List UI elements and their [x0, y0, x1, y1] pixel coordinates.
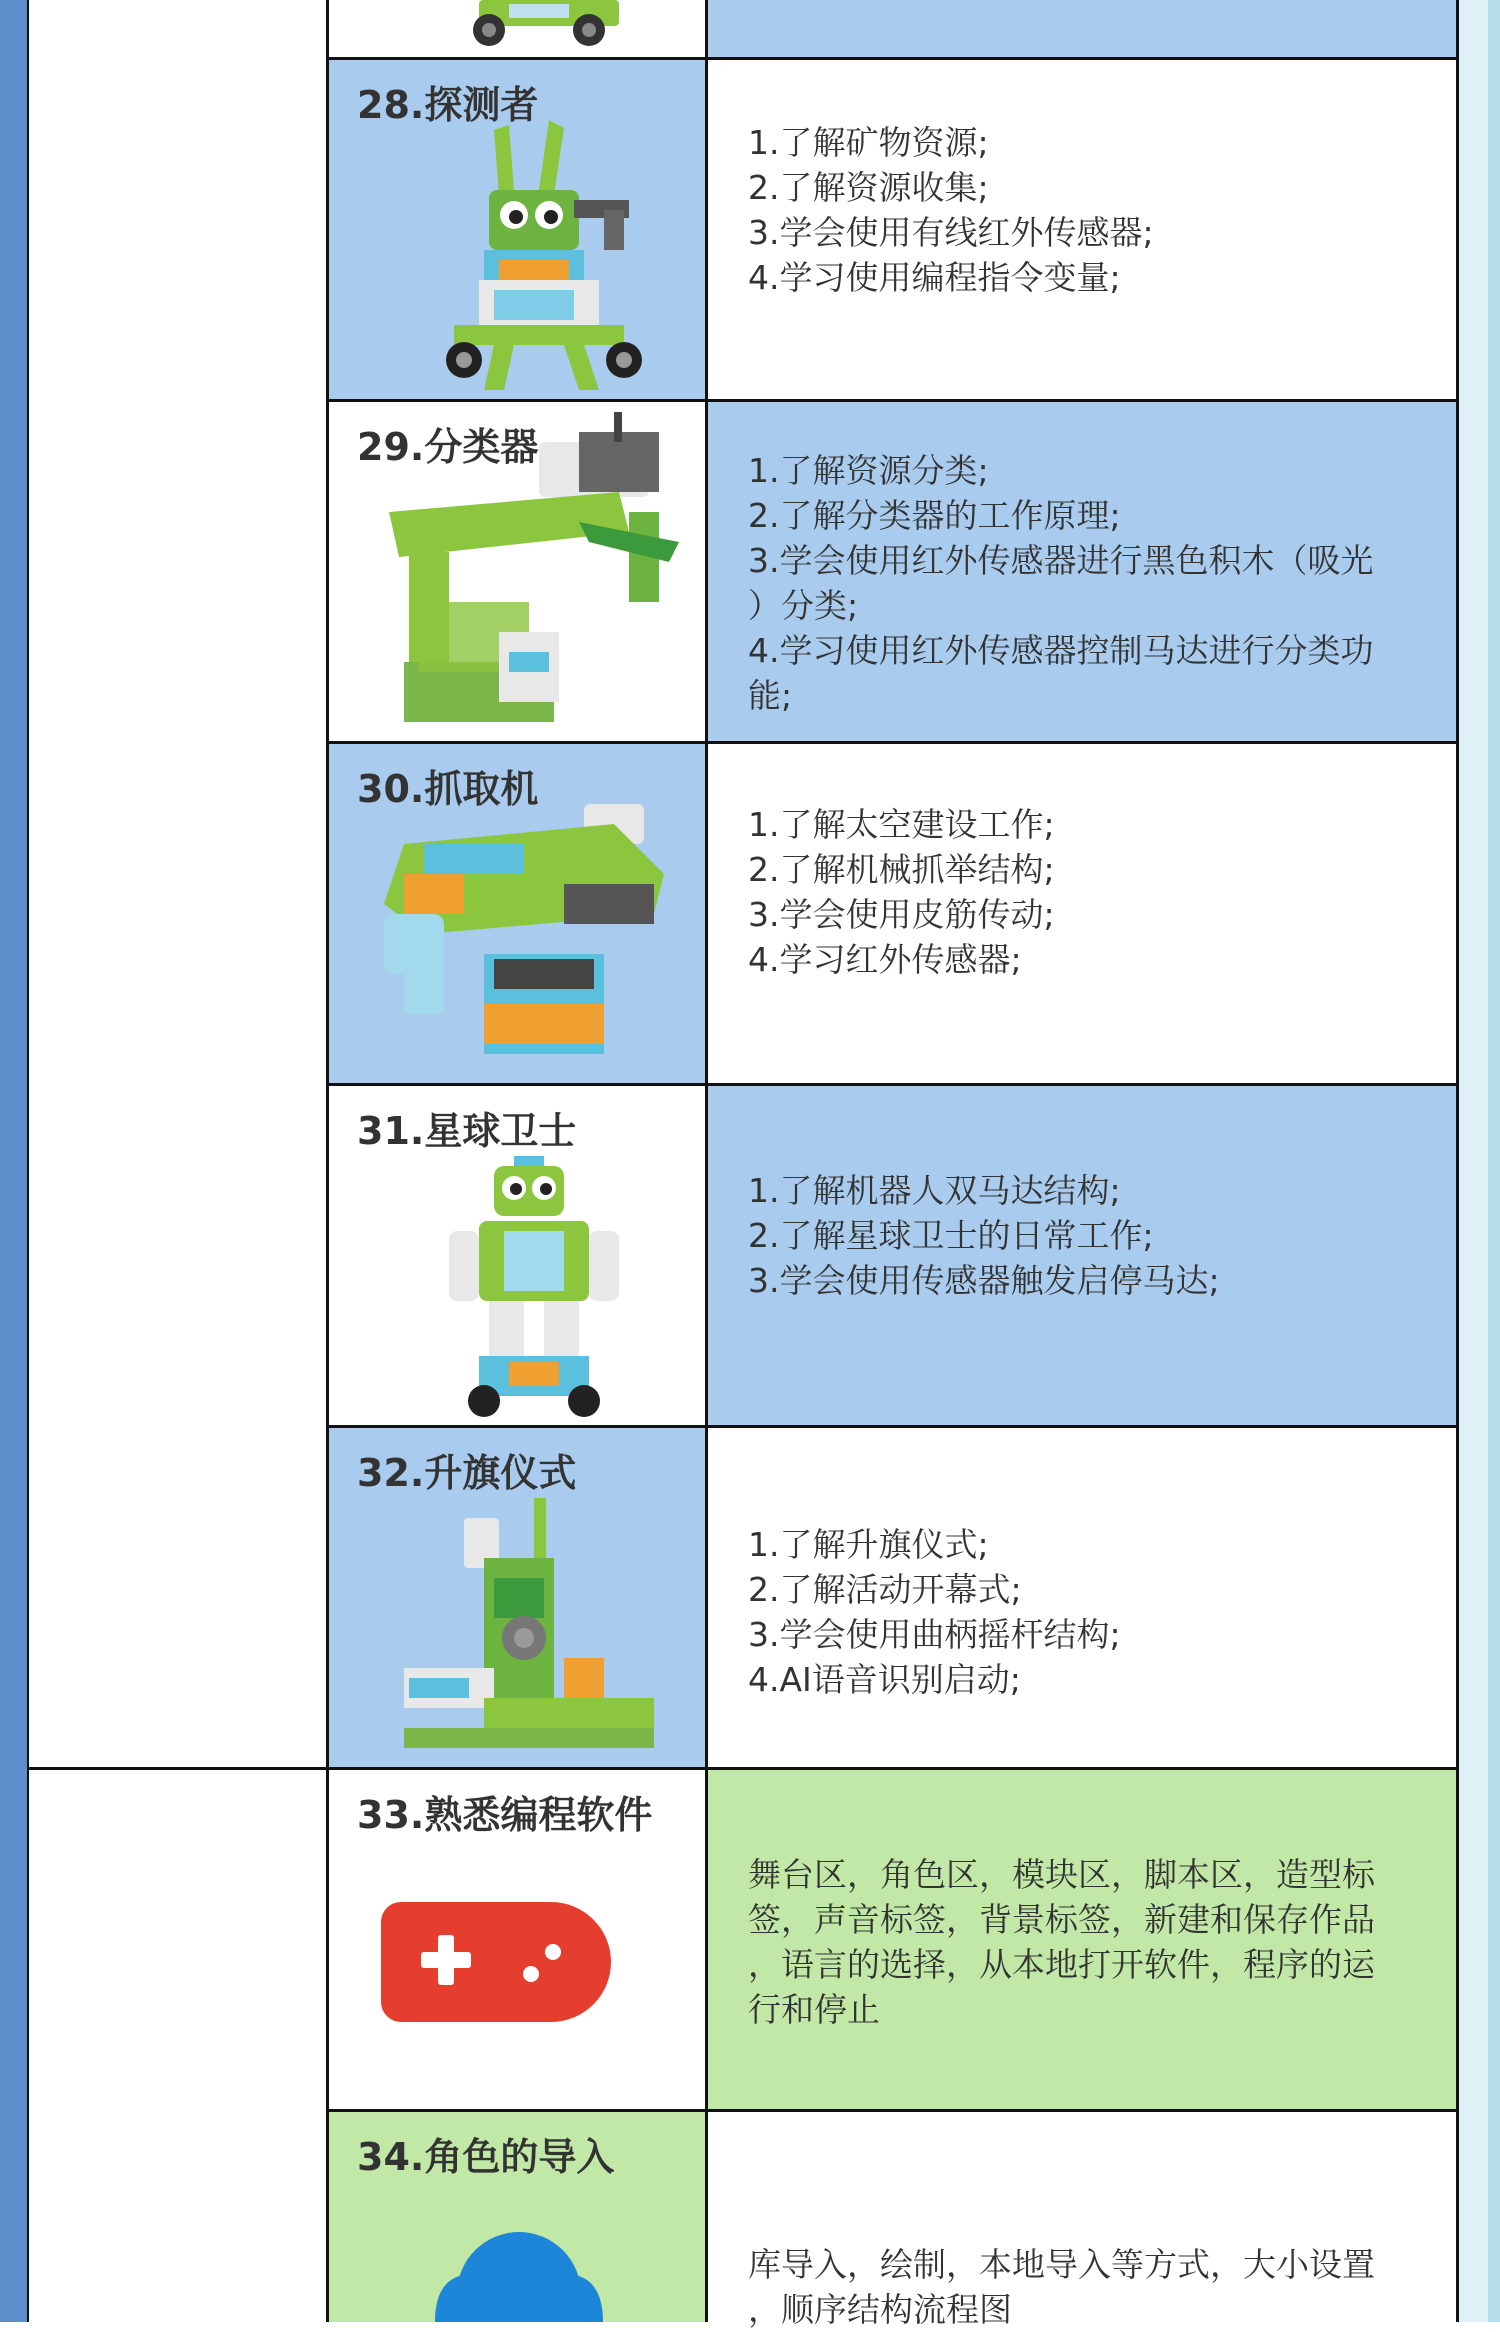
grid-line — [27, 1767, 1459, 1770]
lesson-desc-34 — [708, 2112, 1458, 2329]
point: 2.了解机械抓举结构; — [748, 850, 1055, 889]
point: 1.了解升旗仪式; — [748, 1525, 989, 1564]
lesson-card-31 — [329, 1086, 706, 1426]
gamepad-icon — [381, 1902, 611, 2022]
lesson-points — [748, 1168, 1438, 1303]
grid-line — [326, 0, 329, 2322]
grid-line — [329, 741, 1459, 744]
lesson-points — [748, 1522, 1438, 1702]
robot-model-image — [439, 1156, 629, 1421]
lesson-title: 33.熟悉编程软件 — [357, 1793, 653, 1837]
lesson-card-29 — [329, 402, 706, 742]
point: 4.学习使用编程指令变量; — [748, 258, 1121, 297]
character-icon — [429, 2222, 609, 2322]
lesson-desc-29 — [708, 402, 1458, 742]
point: 2.了解星球卫士的日常工作; — [748, 1216, 1154, 1255]
point: 舞台区，角色区，模块区，脚本区，造型标 — [748, 1855, 1375, 1894]
lesson-card-30 — [329, 744, 706, 1084]
lesson-card-34 — [329, 2112, 706, 2322]
point: 3.学会使用红外传感器进行黑色积木（吸光 — [748, 541, 1374, 580]
lesson-title: 28.探测者 — [357, 83, 539, 127]
point: 4.学习使用红外传感器控制马达进行分类功 — [748, 631, 1374, 670]
robot-model-image — [379, 412, 699, 732]
point: 能; — [748, 676, 793, 715]
grid-line — [329, 57, 1459, 60]
point: 4.学习红外传感器; — [748, 940, 1022, 979]
point: 2.了解资源收集; — [748, 168, 989, 207]
point: 2.了解分类器的工作原理; — [748, 496, 1121, 535]
point: 行和停止 — [748, 1990, 880, 2029]
lesson-points — [748, 802, 1438, 982]
grid-line — [27, 0, 29, 2322]
lesson-points — [748, 120, 1438, 300]
point: 2.了解活动开幕式; — [748, 1570, 1022, 1609]
lesson-desc-28 — [708, 60, 1458, 400]
point: ，顺序结构流程图 — [748, 2290, 1012, 2329]
lesson-points — [748, 448, 1438, 718]
robot-model-image — [384, 1488, 664, 1758]
lesson-title: 30.抓取机 — [357, 767, 539, 811]
point: 3.学会使用有线红外传感器; — [748, 213, 1154, 252]
lesson-desc-31 — [708, 1086, 1458, 1426]
lesson-points — [748, 2242, 1438, 2332]
lesson-desc-32 — [708, 1428, 1458, 1768]
lesson-title: 29.分类器 — [357, 425, 539, 469]
lesson-title: 34.角色的导入 — [357, 2135, 615, 2179]
point: ）分类; — [748, 586, 859, 625]
grid-line — [705, 0, 708, 2322]
point: 3.学会使用皮筋传动; — [748, 895, 1055, 934]
point: ，语言的选择，从本地打开软件，程序的运 — [748, 1945, 1375, 1984]
grid-line — [1456, 0, 1459, 2322]
lesson-card-33 — [329, 1770, 706, 2110]
point: 库导入，绘制，本地导入等方式，大小设置 — [748, 2245, 1375, 2284]
previous-robot-image — [439, 0, 639, 50]
point: 3.学会使用传感器触发启停马达; — [748, 1261, 1220, 1300]
right-margin-edge — [1488, 0, 1500, 2322]
lesson-desc-33 — [708, 1770, 1458, 2110]
lesson-points — [748, 1852, 1438, 2032]
point: 1.了解矿物资源; — [748, 123, 989, 162]
left-accent-bar — [0, 0, 27, 2322]
lesson-card-32 — [329, 1428, 706, 1768]
lesson-title: 31.星球卫士 — [357, 1109, 577, 1153]
point: 签，声音标签，背景标签，新建和保存作品 — [748, 1900, 1375, 1939]
grid-line — [329, 399, 1459, 402]
grid-line — [329, 1083, 1459, 1086]
point: 1.了解机器人双马达结构; — [748, 1171, 1121, 1210]
grid-line — [329, 2109, 1459, 2112]
lesson-card-28 — [329, 60, 706, 400]
previous-lesson-desc-cell — [708, 0, 1458, 58]
robot-model-image — [434, 120, 644, 395]
lesson-title: 32.升旗仪式 — [357, 1451, 577, 1495]
point: 1.了解太空建设工作; — [748, 805, 1055, 844]
robot-model-image — [364, 804, 684, 1074]
previous-lesson-image-cell — [329, 0, 706, 58]
lesson-desc-30 — [708, 744, 1458, 1084]
point: 3.学会使用曲柄摇杆结构; — [748, 1615, 1121, 1654]
point: 1.了解资源分类; — [748, 451, 989, 490]
point: 4.AI语音识别启动; — [748, 1660, 1021, 1699]
grid-line — [329, 1425, 1459, 1428]
